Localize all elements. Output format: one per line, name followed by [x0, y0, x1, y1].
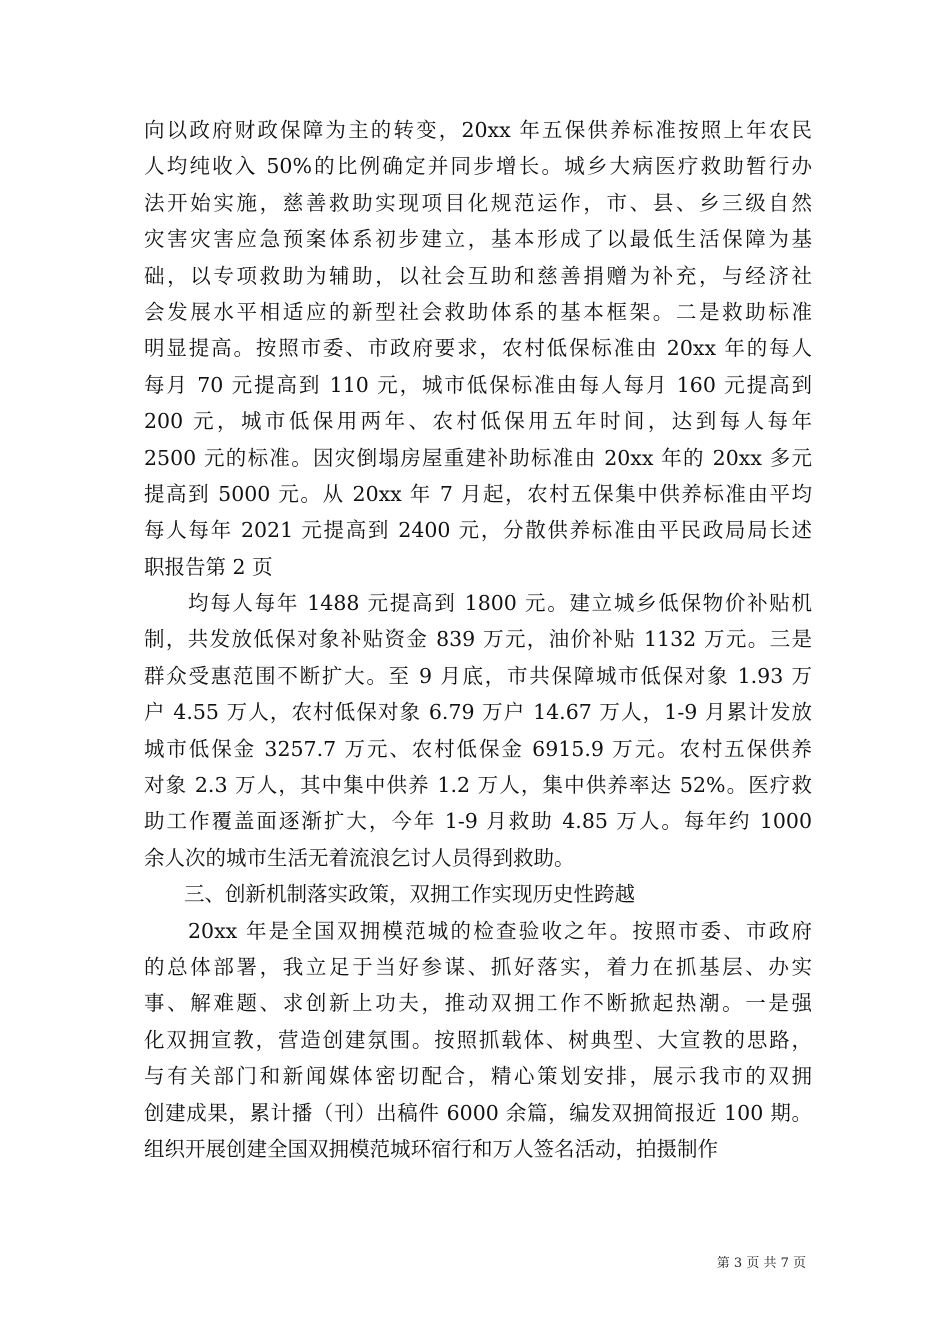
- text-line: 础，以专项救助为辅助，以社会互助和慈善捐赠为补充，与经济社: [144, 263, 812, 288]
- text-line: 法开始实施，慈善救助实现项目化规范运作，市、县、乡三级自然: [144, 190, 812, 215]
- text-line: 创建成果，累计播（刊）出稿件 6000 余篇，编发双拥简报近 100 期。: [144, 1100, 812, 1125]
- text-line: 群众受惠范围不断扩大。至 9 月底，市共保障城市低保对象 1.93 万: [144, 663, 812, 688]
- text-line: 明显提高。按照市委、市政府要求，农村低保标准由 20xx 年的每人: [144, 336, 812, 361]
- text-line: 2500 元的标准。因灾倒塌房屋重建补助标准由 20xx 年的 20xx 多元: [144, 445, 812, 470]
- section-heading: 三、创新机制落实政策，双拥工作实现历史性跨越: [184, 882, 635, 907]
- document-body: [144, 112, 812, 1167]
- text-line: 每人每年 2021 元提高到 2400 元，分散供养标准由平民政局局长述: [144, 518, 812, 543]
- text-line: 人均纯收入 50%的比例确定并同步增长。城乡大病医疗救助暂行办: [144, 154, 812, 179]
- text-line: 的总体部署，我立足于当好参谋、抓好落实，着力在抓基层、办实: [144, 954, 812, 979]
- text-line: 事、解难题、求创新上功夫，推动双拥工作不断掀起热潮。一是强: [144, 991, 812, 1016]
- page-number-footer: 第 3 页 共 7 页: [716, 1256, 806, 1271]
- text-line: 对象 2.3 万人，其中集中供养 1.2 万人，集中供养率达 52%。医疗救: [144, 773, 812, 798]
- text-line: 职报告第 2 页: [144, 554, 273, 579]
- text-line: 提高到 5000 元。从 20xx 年 7 月起，农村五保集中供养标准由平均: [144, 481, 812, 506]
- text-line: 组织开展创建全国双拥模范城环宿行和万人签名活动，拍摄制作: [144, 1136, 718, 1161]
- text-line: 化双拥宣教，营造创建氛围。按照抓载体、树典型、大宣教的思路，: [144, 1027, 812, 1052]
- text-line: 向以政府财政保障为主的转变，20xx 年五保供养标准按照上年农民: [144, 118, 812, 142]
- text-line: 20xx 年是全国双拥模范城的检查验收之年。按照市委、市政府: [188, 918, 812, 943]
- text-line: 助工作覆盖面逐渐扩大，今年 1-9 月救助 4.85 万人。每年约 1000: [144, 809, 812, 834]
- text-line: 城市低保金 3257.7 万元、农村低保金 6915.9 万元。农村五保供养: [144, 736, 812, 761]
- text-line: 每月 70 元提高到 110 元，城市低保标准由每人每月 160 元提高到: [144, 372, 812, 397]
- text-line: 灾害灾害应急预案体系初步建立，基本形成了以最低生活保障为基: [144, 227, 812, 252]
- text-line: 200 元，城市低保用两年、农村低保用五年时间，达到每人每年: [144, 409, 812, 434]
- text-line: 余人次的城市生活无着流浪乞讨人员得到救助。: [144, 845, 575, 870]
- text-line: 与有关部门和新闻媒体密切配合，精心策划安排，展示我市的双拥: [144, 1064, 812, 1089]
- text-line: 会发展水平相适应的新型社会救助体系的基本框架。二是救助标准: [144, 299, 812, 324]
- text-line: 户 4.55 万人，农村低保对象 6.79 万户 14.67 万人，1-9 月累计发放: [144, 700, 812, 725]
- text-line: 均每人每年 1488 元提高到 1800 元。建立城乡低保物价补贴机: [188, 591, 812, 616]
- text-line: 制，共发放低保对象补贴资金 839 万元，油价补贴 1132 万元。三是: [144, 627, 812, 652]
